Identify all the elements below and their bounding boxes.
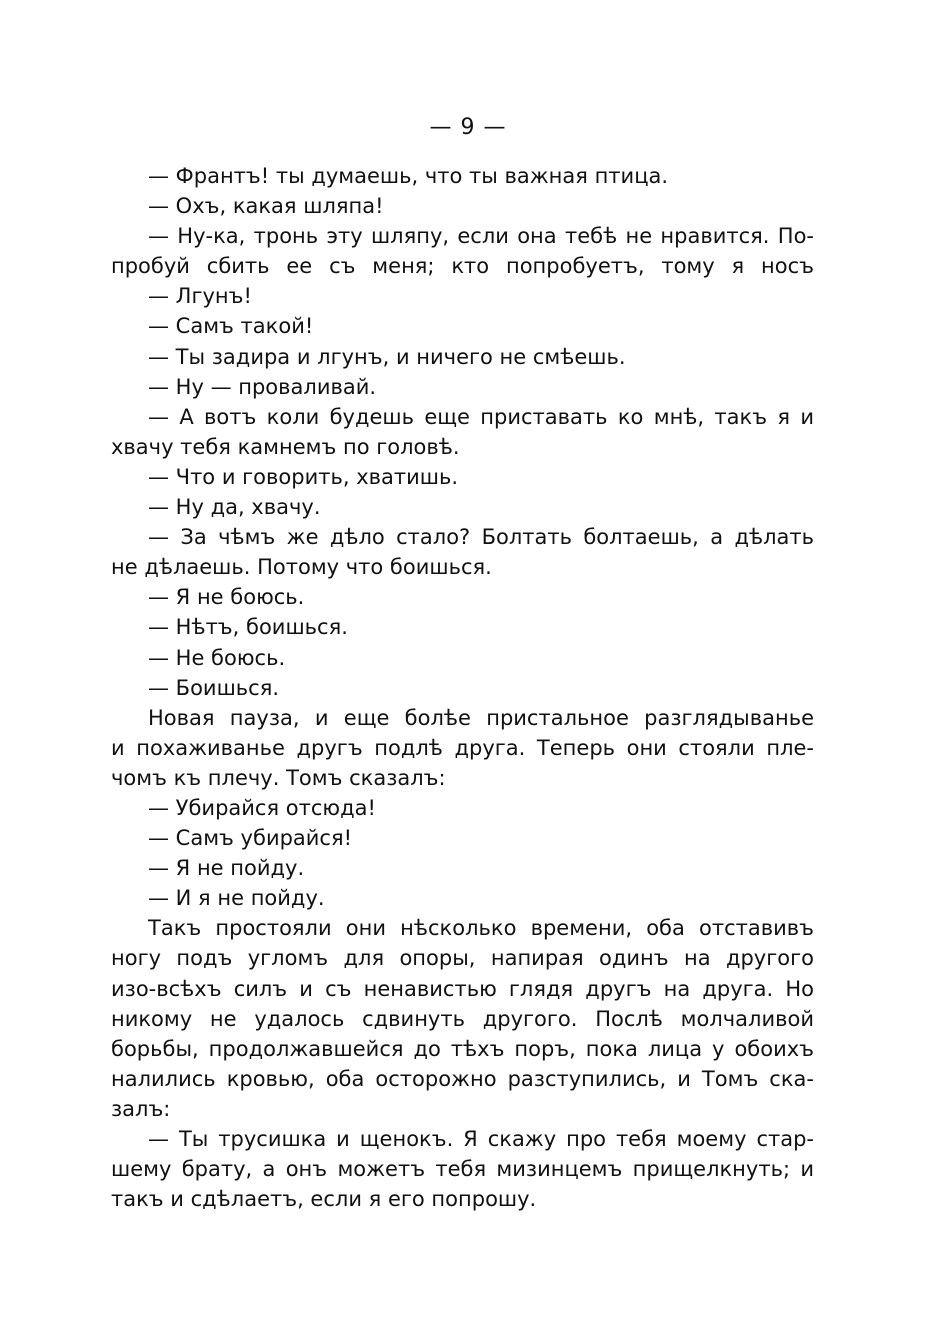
text-line: шему брату, а онъ можетъ тебя мизинцемъ прищелкнуть; и <box>111 1157 814 1182</box>
text-line: ногу подъ угломъ для опоры, напирая одинъ на другого <box>111 946 814 971</box>
text-line: пробуй сбить ее съ меня; кто попробуетъ, тому я носъ <box>111 254 814 279</box>
text-line: — Убирайся отсюда! <box>148 795 376 820</box>
text-line: — Не боюсь. <box>148 645 286 670</box>
text-line: — За чѣмъ же дѣло стало? Болтать болтаешь, а дѣлать <box>148 525 814 550</box>
text-line: — Лгунъ! <box>148 284 252 309</box>
text-line: — Ну — проваливай. <box>148 374 377 399</box>
text-line: Такъ простояли они нѣсколько времени, оба отставивъ <box>148 916 814 941</box>
text-line: — Я не пойду. <box>148 856 305 881</box>
text-line: — Охъ, какая шляпа! <box>148 194 384 219</box>
text-line: залъ: <box>111 1096 171 1121</box>
text-line: хвачу тебя камнемъ по головѣ. <box>111 434 460 459</box>
page-number: — 9 — <box>429 115 507 140</box>
text-line: борьбы, продолжавшейся до тѣхъ поръ, пока лица у обоихъ <box>111 1036 814 1061</box>
text-line: — Ну-ка, тронь эту шляпу, если она тебѣ не нравится. По- <box>148 224 814 249</box>
text-line: — Нѣтъ, боишься. <box>148 615 348 640</box>
text-line: — Ты задира и лгунъ, и ничего не смѣешь. <box>148 344 626 369</box>
text-line: — И я не пойду. <box>148 886 325 911</box>
text-line: изо-всѣхъ силъ и съ ненавистью глядя другъ на друга. Но <box>111 976 814 1001</box>
text-line: — Самъ такой! <box>148 314 314 339</box>
text-line: — Самъ убирайся! <box>148 826 353 851</box>
text-line: чомъ къ плечу. Томъ сказалъ: <box>111 765 446 790</box>
text-line: — Ну да, хвачу. <box>148 495 321 520</box>
text-line: такъ и сдѣлаетъ, если я его попрошу. <box>111 1187 537 1212</box>
text-line: — Что и говорить, хватишь. <box>148 464 459 489</box>
text-line: налились кровью, оба осторожно разступились, и Томъ ска- <box>111 1066 814 1091</box>
text-line: — Ты трусишка и щенокъ. Я скажу про тебя моему стар- <box>148 1127 814 1151</box>
text-line: — Боишься. <box>148 675 280 700</box>
body-text <box>111 161 814 1214</box>
text-line: и похаживанье другъ подлѣ друга. Теперь они стояли пле- <box>111 735 814 760</box>
text-line: не дѣлаешь. Потому что боишься. <box>111 555 492 580</box>
text-line: Новая пауза, и еще болѣе пристальное разглядыванье <box>148 705 814 730</box>
text-line: никому не удалось сдвинуть другого. Послѣ молчаливой <box>111 1006 814 1031</box>
text-line: — Я не боюсь. <box>148 585 305 610</box>
text-line: — Франтъ! ты думаешь, что ты важная птица. <box>148 164 669 188</box>
text-line: — А вотъ коли будешь еще приставать ко мнѣ, такъ я и <box>148 404 814 429</box>
